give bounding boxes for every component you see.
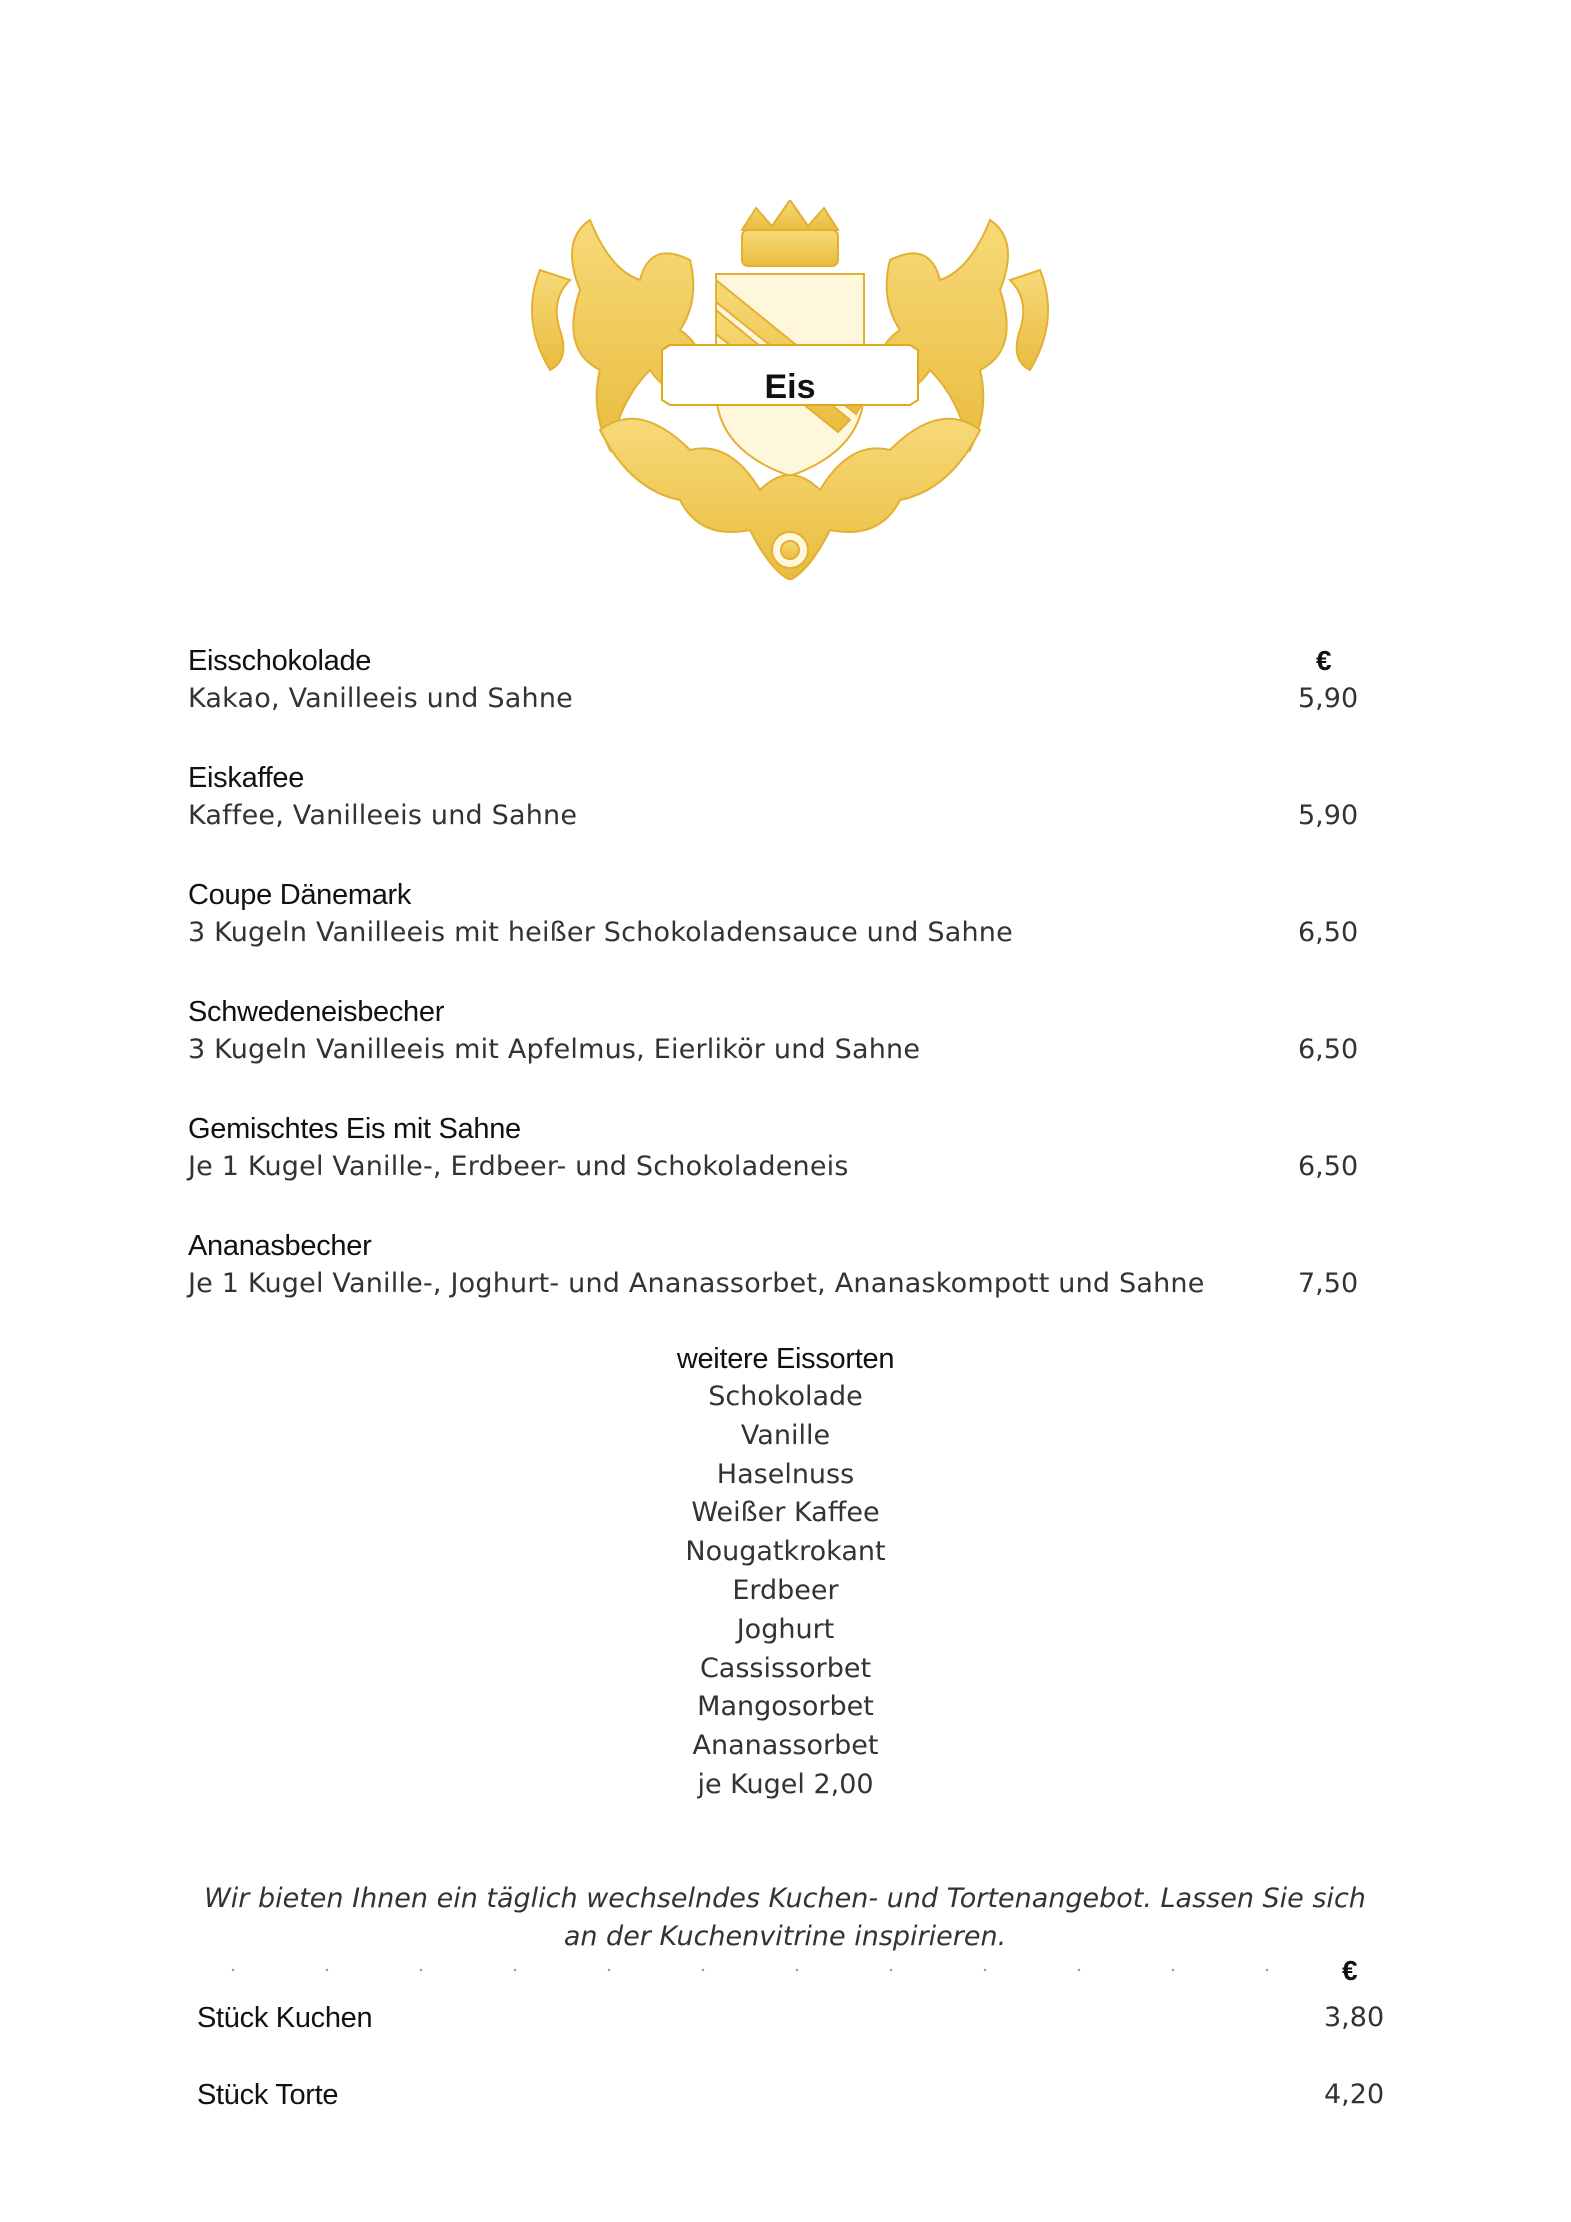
cake-item (197, 2079, 1387, 2119)
menu-item (188, 759, 1378, 835)
page-title: Eis (764, 368, 816, 406)
item-name: Eisschokolade (188, 645, 372, 677)
flavor-item: Cassissorbet (699, 1652, 872, 1684)
menu-item (188, 642, 1378, 718)
flavor-item: Joghurt (736, 1613, 835, 1645)
item-price: 7,50 (1298, 1268, 1359, 1299)
item-price: 5,90 (1298, 800, 1359, 831)
cake-price: 4,20 (1324, 2079, 1385, 2110)
item-price: 6,50 (1298, 917, 1359, 948)
flavor-item: Schokolade (708, 1381, 863, 1412)
item-name: Coupe Dänemark (188, 879, 412, 911)
item-name: Schwedeneisbecher (188, 996, 445, 1028)
item-price: 5,90 (1298, 683, 1359, 714)
currency-header: € (1316, 645, 1332, 676)
item-description: Je 1 Kugel Vanille-, Joghurt- und Ananassorbet, Ananaskompott und Sahne (188, 1268, 1205, 1299)
flavor-item: Ananassorbet (692, 1730, 879, 1762)
menu-item (188, 876, 1378, 952)
flavor-item: Vanille (740, 1419, 831, 1451)
dotted-divider (186, 1968, 1326, 1972)
cake-name: Stück Torte (197, 2079, 339, 2111)
item-description: Kakao, Vanilleeis und Sahne (188, 683, 573, 714)
item-description: 3 Kugeln Vanilleeis mit heißer Schokoladensauce und Sahne (188, 917, 1013, 948)
flavors-heading: weitere Eissorten (676, 1343, 895, 1375)
flavor-item: Weißer Kaffee (691, 1497, 880, 1529)
item-description: Kaffee, Vanilleeis und Sahne (188, 800, 578, 831)
cake-price: 3,80 (1324, 2002, 1385, 2033)
item-description: 3 Kugeln Vanilleeis mit Apfelmus, Eierlikör und Sahne (188, 1034, 921, 1065)
menu-item (188, 993, 1378, 1069)
cake-name: Stück Kuchen (197, 2002, 373, 2034)
cake-item (197, 2002, 1387, 2042)
flavor-price-note: je Kugel 2,00 (697, 1768, 874, 1800)
griffin-crest-icon (520, 200, 1060, 580)
flavor-item: Erdbeer (732, 1574, 839, 1606)
flavor-list (0, 1340, 1571, 1805)
flavor-item: Mangosorbet (697, 1691, 874, 1723)
currency-header: € (1342, 1955, 1358, 1986)
item-name: Ananasbecher (188, 1230, 372, 1262)
item-price: 6,50 (1298, 1034, 1359, 1065)
item-name: Eiskaffee (188, 762, 305, 794)
flavor-item: Nougatkrokant (685, 1536, 886, 1568)
item-name: Gemischtes Eis mit Sahne (188, 1113, 521, 1145)
item-description: Je 1 Kugel Vanille-, Erdbeer- und Schokoladeneis (188, 1151, 849, 1182)
flavor-item: Haselnuss (716, 1458, 855, 1490)
menu-item (188, 1110, 1378, 1186)
menu-item (188, 1227, 1378, 1303)
cake-notice: Wir bieten Ihnen ein täglich wechselndes Kuchen- und Tortenangebot. Lassen Sie sich an der Kuchenvitrine inspirieren. (204, 1883, 1366, 1952)
item-price: 6,50 (1298, 1151, 1359, 1182)
